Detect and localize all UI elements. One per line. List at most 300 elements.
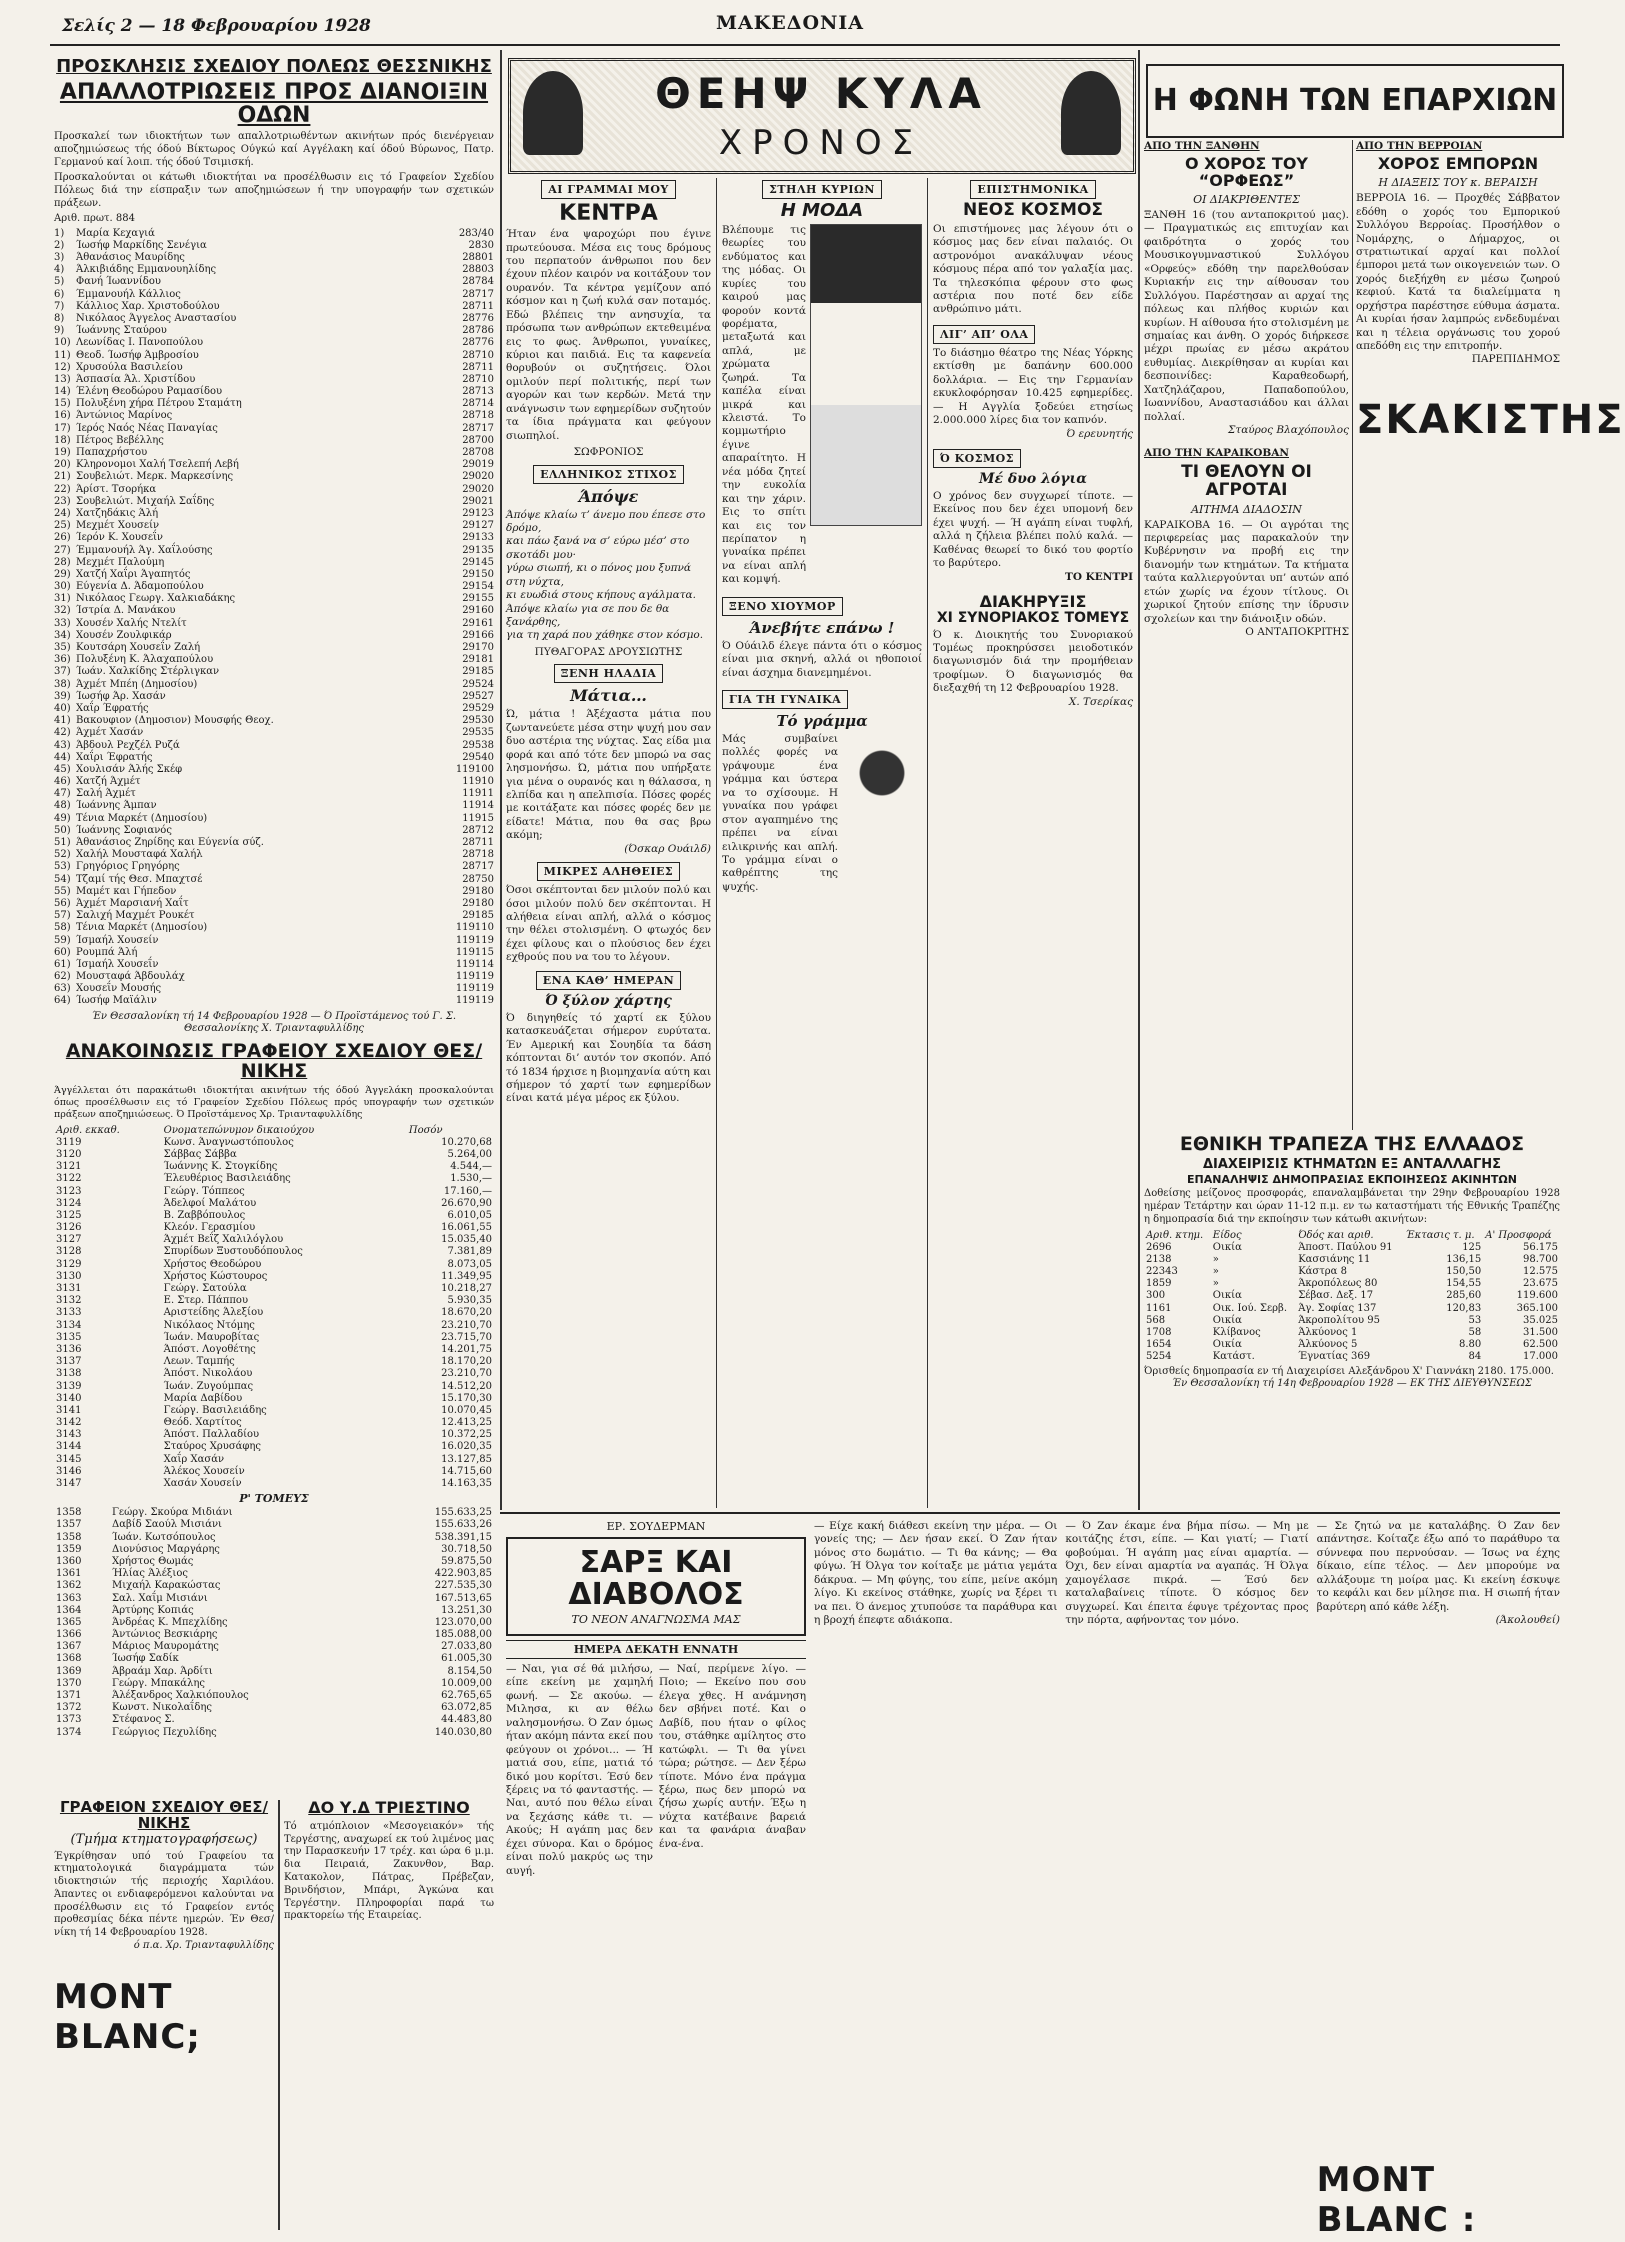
- entry-number: 53): [54, 861, 71, 873]
- entry-number: 51): [54, 837, 71, 849]
- entry-number: 55): [54, 885, 71, 897]
- table-row: [54, 1271, 494, 1283]
- table-row: [54, 1617, 494, 1629]
- article-text-ligo: Το διάσημο θέατρο της Νέας Υόρκης εκτίσθη με δαπάνην 600.000 δολλάρια. — Εις την Γερμανίαν εκυκλοφόρησαν 10.425 εφημερίδες. — Η Αγγλία ξοδεύει ετησίως 2.000.000 λίρες δια τον καπνόν.: [933, 346, 1133, 427]
- table-cell: 14.201,75: [441, 1343, 492, 1355]
- entry-value: 28776: [462, 337, 494, 349]
- table-cell: Ίωάν. Ζυγούμπας: [163, 1380, 254, 1392]
- entry-value: 28710: [462, 373, 494, 385]
- entry-number: 15): [54, 398, 71, 410]
- entry-number: 1): [54, 227, 65, 239]
- entry-name: Μουσταφά Άβδουλάχ: [76, 971, 185, 983]
- entry-number: 10): [54, 337, 71, 349]
- table-header-cell: Αριθ. εκκαθ.: [56, 1124, 120, 1136]
- entry-value: 283/40: [458, 227, 494, 239]
- entry-number: 24): [54, 507, 71, 519]
- table-cell: »: [1212, 1278, 1219, 1290]
- bank-table: [1144, 1230, 1560, 1364]
- proclamation-sign: Χ. Τσερίκας: [1068, 695, 1133, 708]
- entry-number: 35): [54, 642, 71, 654]
- list-item: [54, 618, 494, 630]
- entry-value: 28718: [462, 849, 494, 861]
- table-cell: Άκροπόλεως 80: [1298, 1278, 1378, 1290]
- entry-value: 29019: [462, 459, 494, 471]
- entry-value: 29160: [462, 605, 494, 617]
- table-cell: 15.035,40: [441, 1234, 492, 1246]
- table-row: [1144, 1266, 1560, 1278]
- table-cell: 154,55: [1446, 1278, 1482, 1290]
- entry-number: 60): [54, 946, 71, 958]
- entry-number: 39): [54, 690, 71, 702]
- entry-name: Άρίστ. Τσορήκα: [76, 483, 157, 495]
- table-cell: 44.483,80: [441, 1714, 492, 1726]
- table-cell: 3122: [56, 1173, 82, 1185]
- entry-number: 6): [54, 288, 65, 300]
- entry-name: Χατζηδάκις Άλή: [76, 507, 159, 519]
- column-rule: [716, 178, 717, 1508]
- section-label: Ό ΚΟΣΜΟΣ: [933, 449, 1021, 468]
- serial-text-5: — Σε ζητώ να με καταλάβης. Ό Ζαν δεν απάντησε. Κοίταζε έξω από το παράθυρο τα σύννεφα που περνούσαν. — Ίσως να έχης δίκαιο, είπε τέλος. — Δεν μπορούμε να αλλάξουμε τη μοίρα μας. Κι εκείνη έσκυψε το κεφάλι και δεν μίλησε πια. Η σιωπή ήταν βαρύτερη από κάθε λέξη.: [1316, 1520, 1560, 1613]
- entry-number: 9): [54, 325, 65, 337]
- notice-intro2: Προσκαλούνται οι κάτωθι ιδιοκτήται να προσέλθωσιν εις τό Γραφείον Σχεδίου Πόλεως διά την είσπραξιν των αποζημιώσεων ή την υπογραφήν των σχετικών πράξεων.: [54, 172, 494, 210]
- table-cell: 3145: [56, 1453, 82, 1465]
- entry-name: Χουσέν Ζουλφικάρ: [76, 629, 172, 641]
- table-cell: 3139: [56, 1380, 82, 1392]
- table-row: [1144, 1303, 1560, 1315]
- entry-value: 29123: [462, 507, 494, 519]
- table-cell: 1367: [56, 1641, 82, 1653]
- entry-name: Παπαχρήστου: [76, 447, 148, 459]
- table-cell: Λεων. Ταμπής: [163, 1356, 235, 1368]
- list-item: [54, 971, 494, 983]
- list-item: [54, 995, 494, 1007]
- entry-number: 26): [54, 532, 71, 544]
- entry-number: 3): [54, 252, 65, 264]
- entry-value: 29527: [462, 690, 494, 702]
- table-row: [54, 1417, 494, 1429]
- planning-office-sign: ό π.α. Χρ. Τριανταφυλλίδης: [133, 1940, 274, 1952]
- list-item: [54, 764, 494, 776]
- entry-value: 28717: [462, 861, 494, 873]
- article-title-gynaika: Τό γράμμα: [776, 712, 868, 731]
- table-cell: 2696: [1146, 1241, 1172, 1253]
- entry-name: Τένια Μαρκέτ (Δημοσίου): [76, 922, 208, 934]
- article-text-aletheies: Όσοι σκέπτονται δεν μιλούν πολύ και όσοι μιλούν πολύ δεν σκέπτονται. Η αλήθεια είναι απλή, αλλά ο κόσμος την θέλει στολισμένη. Ο φτωχός δεν έχει φίλους και ο πλούσιος δεν έχει εχθρούς που να του το λέγουν.: [506, 884, 711, 964]
- section-label: ΞΕΝΟ ΧΙΟΥΜΟΡ: [722, 597, 843, 616]
- table-cell: Οικία: [1212, 1314, 1242, 1326]
- entry-name: Χαΐρι Έφρατής: [76, 751, 153, 763]
- entry-name: Άχμέτ Μαρσιανή Χαΐτ: [76, 897, 189, 909]
- planning-office-title: ΓΡΑΦΕΙΟΝ ΣΧΕΔΙΟΥ ΘΕΣ/ΝΙΚΗΣ: [59, 1798, 269, 1832]
- table-cell: 167.513,65: [434, 1592, 492, 1604]
- list-item: [54, 813, 494, 825]
- column-mid-b: [722, 178, 922, 1503]
- page-dateline: Σελίς 2 — 18 Φεβρουαρίου 1928: [62, 16, 371, 36]
- table-row: [54, 1532, 494, 1544]
- table-row: [1144, 1315, 1560, 1327]
- table-cell: Άβραάμ Χαρ. Άρδίτι: [111, 1665, 213, 1677]
- table-cell: 1358: [56, 1507, 82, 1519]
- table-row: [54, 1149, 494, 1161]
- table-cell: 3143: [56, 1429, 82, 1441]
- entry-number: 23): [54, 495, 71, 507]
- table-row: [1144, 1242, 1560, 1254]
- article-sign-orfeus: Σταύρος Βλαχόπουλος: [1227, 424, 1349, 437]
- table-cell: 8.073,05: [447, 1258, 492, 1270]
- list-item: [54, 301, 494, 313]
- serial-title-box: [506, 1537, 806, 1636]
- planning-office-box: [54, 1800, 274, 2230]
- table-cell: 1371: [56, 1690, 82, 1702]
- table-cell: 3120: [56, 1148, 82, 1160]
- table-cell: 62.765,65: [441, 1690, 492, 1702]
- table-cell: 285,60: [1446, 1290, 1482, 1302]
- table-cell: Γεώργ. Τόππεος: [163, 1185, 245, 1197]
- entry-name: Έλένη Θεοδώρου Ραμασίδου: [76, 386, 223, 398]
- table-cell: Άχμέτ Βεΐζ Χαλιλόγλου: [163, 1234, 284, 1246]
- table-row: [54, 1405, 494, 1417]
- list-item: [54, 289, 494, 301]
- woman-figure-right: [1061, 71, 1121, 155]
- table-cell: 62.500: [1523, 1339, 1558, 1351]
- entry-number: 29): [54, 568, 71, 580]
- table-cell: Άπόστ. Λογοθέτης: [163, 1343, 256, 1355]
- table-row: [54, 1259, 494, 1271]
- table-row: [54, 1454, 494, 1466]
- table-cell: 7.381,89: [447, 1246, 492, 1258]
- banner-subtitle: ΧΡΟΝΟΣ: [718, 123, 924, 163]
- table-cell: Κατάστ.: [1212, 1351, 1255, 1363]
- bank-text: Δοθείσης μείζονος προσφοράς, επαναλαμβάνεται την 29ην Φεβρουαρίου 1928 ημέραν Τετάρτην και ώραν 11-12 π.μ. εν τω καταστήματι τής Εθνικής Τραπέζης η δημοπρασία διά την εκποίησιν των κάτωθι ακινήτων:: [1144, 1188, 1560, 1225]
- poem-title: Άπόψε: [578, 486, 639, 506]
- table-row: [54, 1641, 494, 1653]
- announcement-title: ΑΝΑΚΟΙΝΩΣΙΣ ΓΡΑΦΕΙΟΥ ΣΧΕΔΙΟΥ ΘΕΣ/ΝΙΚΗΣ: [65, 1040, 483, 1083]
- entry-value: 11911: [462, 788, 494, 800]
- entry-number: 8): [54, 312, 65, 324]
- entry-name: Ίωάννης Σταύρου: [76, 325, 167, 337]
- list-item: [54, 898, 494, 910]
- table-cell: 59.875,50: [441, 1555, 492, 1567]
- table-cell: 140.030,80: [434, 1726, 492, 1738]
- entry-name: Νικόλαος Γεωργ. Χαλκιαδάκης: [76, 593, 236, 605]
- table-cell: Σαλ. Χαΐμ Μισιάνι: [111, 1592, 208, 1604]
- table-cell: Χρήστος Θωμάς: [111, 1555, 194, 1567]
- table-cell: 120,83: [1446, 1302, 1482, 1314]
- entry-number: 34): [54, 629, 71, 641]
- table-cell: Άλέκος Χουσείν: [163, 1465, 245, 1477]
- serial-day: ΗΜΕΡΑ ΔΕΚΑΤΗ ΕΝΝΑΤΗ: [506, 1640, 806, 1659]
- banner-title: ΘΕΗΨ ΚΥΛΑ: [655, 69, 987, 118]
- table-cell: 3144: [56, 1441, 82, 1453]
- table-row: [54, 1678, 494, 1690]
- table-cell: 18.170,20: [441, 1356, 492, 1368]
- section-label: ΕΝΑ ΚΑΘ’ ΗΜΕΡΑΝ: [536, 971, 681, 990]
- entry-value: 28708: [462, 447, 494, 459]
- entry-number: 37): [54, 666, 71, 678]
- entry-number: 32): [54, 605, 71, 617]
- entry-number: 33): [54, 617, 71, 629]
- table-cell: Χασάν Χουσείν: [163, 1478, 242, 1490]
- table-cell: Ίωσήφ Σαδίκ: [111, 1653, 179, 1665]
- list-item: [54, 727, 494, 739]
- table-cell: 3140: [56, 1392, 82, 1404]
- entry-value: 119114: [455, 958, 494, 970]
- table-cell: »: [1212, 1253, 1219, 1265]
- entry-value: 28750: [462, 873, 494, 885]
- serial-section: [506, 1520, 1560, 2240]
- planning-office-sub: (Τμήμα κτηματογραφήσεως): [70, 1831, 258, 1847]
- table-header-cell: Α' Προσφορά: [1485, 1229, 1552, 1241]
- entry-number: 49): [54, 812, 71, 824]
- table-cell: 1357: [56, 1519, 82, 1531]
- table-cell: 568: [1146, 1314, 1166, 1326]
- provinces-title-box: [1146, 64, 1564, 138]
- poem-text: Άπόψε κλαίω τ’ άνεμο που έπεσε στο δρόμο, και πάω ξανά να σ’ εύρω μέσ’ στο σκοτάδι μου· γύρω σιωπή, κι ο πόνος μου ξυπνά στη νύχτα, κι ευωδιά στους κήπους αγάλματα. Άπόψε κλαίω για σε που δε θα ξανάρθης, για τη χαρά που χάθηκε στον κόσμο.: [506, 508, 706, 642]
- table-row: [54, 1161, 494, 1173]
- entry-number: 47): [54, 788, 71, 800]
- entry-name: Ίωσήφ Άρ. Χασάν: [76, 690, 166, 702]
- table-cell: 1359: [56, 1543, 82, 1555]
- article-title-xioumor: Άνεβήτε επάνω !: [749, 618, 895, 637]
- table-cell: 14.512,20: [441, 1380, 492, 1392]
- table-cell: 3123: [56, 1185, 82, 1197]
- list-item: [54, 313, 494, 325]
- notice-subtitle: ΑΠΑΛΛΟΤΡΙΩΣΕΙΣ ΠΡΟΣ ΔΙΑΝΟΙΞΙΝ ΟΔΩΝ: [59, 79, 489, 128]
- table-cell: 3133: [56, 1307, 82, 1319]
- entry-value: 28714: [462, 398, 494, 410]
- list-item: [54, 947, 494, 959]
- entry-value: 119119: [455, 934, 494, 946]
- entry-value: 29185: [462, 910, 494, 922]
- entry-number: 4): [54, 264, 65, 276]
- entry-number: 31): [54, 593, 71, 605]
- entry-name: Άβδουλ Ρεχζέλ Ρυζά: [76, 739, 180, 751]
- entry-name: Άλκιβιάδης Εμμανουηλίδης: [76, 264, 217, 276]
- entry-name: Άχμέτ Μπέη (Δημοσίου): [76, 678, 198, 690]
- table-row: [54, 1544, 494, 1556]
- entry-number: 27): [54, 544, 71, 556]
- entry-name: Ίωάννης Άμπαν: [76, 800, 157, 812]
- entry-value: 29155: [462, 593, 494, 605]
- entry-value: 29530: [462, 715, 494, 727]
- entry-number: 59): [54, 934, 71, 946]
- list-item: [54, 362, 494, 374]
- table-cell: 13.127,85: [441, 1453, 492, 1465]
- table-row: [1144, 1339, 1560, 1351]
- entry-value: 29529: [462, 702, 494, 714]
- table-cell: 1373: [56, 1714, 82, 1726]
- table-cell: Νικόλαος Ντόμης: [163, 1319, 255, 1331]
- list-item: [54, 350, 494, 362]
- entry-name: Ίσμαήλ Χουσείν: [76, 934, 159, 946]
- list-item: [54, 849, 494, 861]
- list-item: [54, 691, 494, 703]
- entry-value: 29020: [462, 483, 494, 495]
- entry-value: 28710: [462, 349, 494, 361]
- table-cell: 1654: [1146, 1339, 1172, 1351]
- list-item: [54, 752, 494, 764]
- entry-number: 56): [54, 897, 71, 909]
- entry-name: Βακουφιον (Δημοσιον) Μουσφής Θεοχ.: [76, 715, 274, 727]
- article-text-epist: Οι επιστήμονες μας λέγουν ότι ο κόσμος μας δεν είναι παλαιός. Οι αστρονόμοι ανακάλυψαν νέους κόσμους πέρα από τον γαλαξία μας. Τα τηλεσκόπια φέρουν στο φως αστέρια που ποτέ δεν είδε ανθρώπινο μάτι.: [933, 222, 1133, 316]
- table-cell: 1374: [56, 1726, 82, 1738]
- table-cell: 53: [1468, 1314, 1482, 1326]
- table-cell: 3119: [56, 1136, 82, 1148]
- bank-foot: Όρισθείς δημοπρασία εν τή Διαχειρίσει Αλεξάνδρου Χ' Γιαννάκη 2180. 175.000.: [1144, 1365, 1554, 1377]
- article-title-xarti: Ό ξύλον χάρτης: [545, 992, 672, 1009]
- compensation-table-2: [54, 1507, 494, 1739]
- list-item: [54, 715, 494, 727]
- list-item: [54, 228, 494, 240]
- table-row: [1144, 1254, 1560, 1266]
- article-sign-matia: (Όσκαρ Ουάιλδ): [624, 842, 711, 855]
- table-cell: Σέβασ. Δεξ. 17: [1298, 1290, 1374, 1302]
- entry-value: 28711: [462, 837, 494, 849]
- entry-number: 48): [54, 800, 71, 812]
- bank-title: ΕΘΝΙΚΗ ΤΡΑΠΕΖΑ ΤΗΣ ΕΛΛΑΔΟΣ: [1179, 1133, 1525, 1155]
- list-item: [54, 252, 494, 264]
- list-item: [54, 837, 494, 849]
- serial-subtitle: ΤΟ ΝΕΟΝ ΑΝΑΓΝΩΣΜΑ ΜΑΣ: [571, 1613, 741, 1626]
- entry-value: 119119: [455, 995, 494, 1007]
- table-cell: 56.175: [1523, 1241, 1558, 1253]
- table-cell: Ήλίας Άλέξιος: [111, 1568, 188, 1580]
- entry-number: 40): [54, 702, 71, 714]
- serial-text-2: — Ναί, περίμενε λίγο. — Ποιο; — Εκείνο που σου έλεγα χθες. Η ανάμνηση δεν σβήνει ποτέ. Και ο Δαβίδ, που ήταν ο φίλος του, στάθηκε αμίλητος στο κατώφλι. — Τι θα γίνει τώρα; ρώτησε. — Δεν ξέρω τίποτε. Μόνο ένα πράγμα ξέρω, πως δεν μπορώ να ζήσω χωρίς αυτήν. Έξω η νύχτα κατέβαινε βαρειά και τα φανάρια άναβαν ένα-ένα.: [659, 1663, 806, 1850]
- entry-value: 119110: [455, 922, 494, 934]
- entry-name: Χουλισάν Άλής Σκέφ: [76, 763, 183, 775]
- bank-sign: Έν Θεσσαλονίκη τή 14η Φεβρουαρίου 1928 — ΕΚ ΤΗΣ ΔΙΕΥΘΥΝΣΕΩΣ: [1172, 1378, 1532, 1390]
- list-item: [54, 484, 494, 496]
- entry-name: Ρουμπά Άλή: [76, 946, 138, 958]
- entry-value: 29535: [462, 727, 494, 739]
- entry-value: 119115: [455, 946, 494, 958]
- provinces-title: Η ΦΩΝΗ ΤΩΝ ΕΠΑΡΧΙΩΝ: [1152, 83, 1558, 118]
- table-cell: Ίωάν. Μαυροβίτας: [163, 1331, 260, 1343]
- section-label: ΛΙΓ’ ΑΠ’ ΟΛΑ: [933, 325, 1035, 344]
- list-item: [54, 605, 494, 617]
- table-cell: 1368: [56, 1653, 82, 1665]
- entry-number: 36): [54, 654, 71, 666]
- entry-name: Άσπασία Άλ. Χριστίδου: [76, 373, 196, 385]
- entry-name: Άθανάσιος Μαυρίδης: [76, 252, 185, 264]
- table-cell: 155.633,26: [434, 1519, 492, 1531]
- entry-name: Ίερός Ναός Νέας Παναγίας: [76, 422, 218, 434]
- table-cell: 365.100: [1516, 1302, 1558, 1314]
- entry-name: Άχμέτ Χασάν: [76, 727, 144, 739]
- entry-value: 28786: [462, 325, 494, 337]
- table-row: [54, 1186, 494, 1198]
- entry-number: 16): [54, 410, 71, 422]
- table-cell: Θεόδ. Χαρτίτος: [163, 1417, 242, 1429]
- entry-name: Ίωάννης Σοφιανός: [76, 824, 172, 836]
- header-rule: [50, 44, 1560, 46]
- list-item: [54, 740, 494, 752]
- table-cell: Μάριος Μαυρομάτης: [111, 1641, 219, 1653]
- entry-name: Φανή Ίωαννίδου: [76, 276, 161, 288]
- entry-name: Σαλιχή Μαχμέτ Ρουκέτ: [76, 910, 195, 922]
- table-cell: Άποστ. Παύλου 91: [1298, 1241, 1393, 1253]
- entry-number: 25): [54, 520, 71, 532]
- table-cell: Ε. Στερ. Πάππου: [163, 1295, 249, 1307]
- entry-value: 119100: [455, 763, 494, 775]
- hand-illustration: [842, 733, 922, 833]
- serial-title: ΣΑΡΞ ΚΑΙ ΔΙΑΒΟΛΟΣ: [568, 1545, 744, 1612]
- column-rule: [1138, 50, 1140, 1510]
- entry-value: 29166: [462, 629, 494, 641]
- entry-value: 29133: [462, 532, 494, 544]
- entry-name: Τένια Μαρκέτ (Δημοσίου): [76, 812, 208, 824]
- table-cell: 119.600: [1516, 1290, 1558, 1302]
- article-sign-kentra: ΣΩΦΡΟΝΙΟΣ: [573, 446, 644, 459]
- section-label: ΑΠΟ ΤΗΝ ΒΕΡΡΟΙΑΝ: [1356, 140, 1483, 152]
- article-sign-kosmos: ΤΟ ΚΕΝΤΡΙ: [1065, 570, 1133, 583]
- table-row: [54, 1441, 494, 1453]
- entry-name: Κάλλιος Χαρ. Χριστοδούλου: [76, 300, 220, 312]
- newspaper-name: ΜΑΚΕΔΟΝΙΑ: [715, 12, 865, 34]
- table-cell: Οικία: [1212, 1241, 1242, 1253]
- entry-number: 44): [54, 751, 71, 763]
- list-item: [54, 569, 494, 581]
- article-sub-agrotai: ΑΙΤΗΜΑ ΔΙΑΔΟΣΙΝ: [1191, 502, 1302, 516]
- list-item: [54, 264, 494, 276]
- table-cell: 15.170,30: [441, 1392, 492, 1404]
- entry-value: 28717: [462, 422, 494, 434]
- section-label: ΑΠΟ ΤΗΝ ΞΑΝΘΗΝ: [1144, 140, 1260, 152]
- table-cell: 3146: [56, 1465, 82, 1477]
- table-cell: Σάββας Σάββα: [163, 1148, 237, 1160]
- table-row: [54, 1332, 494, 1344]
- table-cell: 2138: [1146, 1253, 1172, 1265]
- compensation-table: [54, 1125, 494, 1491]
- article-title-kosmos: Μέ δυο λόγια: [978, 470, 1088, 487]
- entry-number: 2): [54, 239, 65, 251]
- table-cell: 1365: [56, 1616, 82, 1628]
- entry-value: 28776: [462, 312, 494, 324]
- table-cell: 1360: [56, 1555, 82, 1567]
- table-cell: 14.715,60: [441, 1465, 492, 1477]
- table-cell: 300: [1146, 1290, 1166, 1302]
- entry-value: 29170: [462, 642, 494, 654]
- table-cell: 185.088,00: [434, 1629, 492, 1641]
- chess-heading: ΣΚΑΚΙΣΤΗΣ: [1356, 396, 1625, 443]
- table-cell: 10.270,68: [441, 1136, 492, 1148]
- list-item: [54, 935, 494, 947]
- table-header-cell: Έκτασις τ. μ.: [1405, 1229, 1475, 1241]
- table-row: [54, 1283, 494, 1295]
- entry-value: 28713: [462, 386, 494, 398]
- table-cell: 150,50: [1446, 1266, 1482, 1278]
- entry-name: Χρυσούλα Βασιλείου: [76, 361, 183, 373]
- table-row: [54, 1727, 494, 1739]
- list-item: [54, 557, 494, 569]
- entry-number: 45): [54, 763, 71, 775]
- table-cell: 5254: [1146, 1351, 1172, 1363]
- table-row: [54, 1246, 494, 1258]
- table-cell: 1361: [56, 1568, 82, 1580]
- table-row: [54, 1222, 494, 1234]
- entry-number: 38): [54, 678, 71, 690]
- table-cell: 16.061,55: [441, 1222, 492, 1234]
- list-item: [54, 337, 494, 349]
- table-header-cell: Είδος: [1212, 1229, 1242, 1241]
- entry-name: Πολυξένη Κ. Άλαχαπούλου: [76, 654, 214, 666]
- list-item: [54, 825, 494, 837]
- serial-continued: (Άκολουθεί): [1495, 1614, 1560, 1627]
- fashion-illustration: [810, 224, 922, 526]
- entry-name: Ίερόν Κ. Χουσεΐν: [76, 532, 164, 544]
- article-text-agrotai: ΚΑΡΑΙΚΟΒΑ 16. — Οι αγρόται της περιφερείας μας παρακαλούν την Κυβέρνησιν να προβή εις την διανομήν των κτημάτων. Τα κτήματα ταύτα καλλιεργούνται υπ’ αυτών από ετών χωρίς να έχουν τίτλους. Οι χωρικοί ζητούν επίσης την ίδρυσιν σχολείων και την διάνοιξιν οδών.: [1144, 518, 1349, 625]
